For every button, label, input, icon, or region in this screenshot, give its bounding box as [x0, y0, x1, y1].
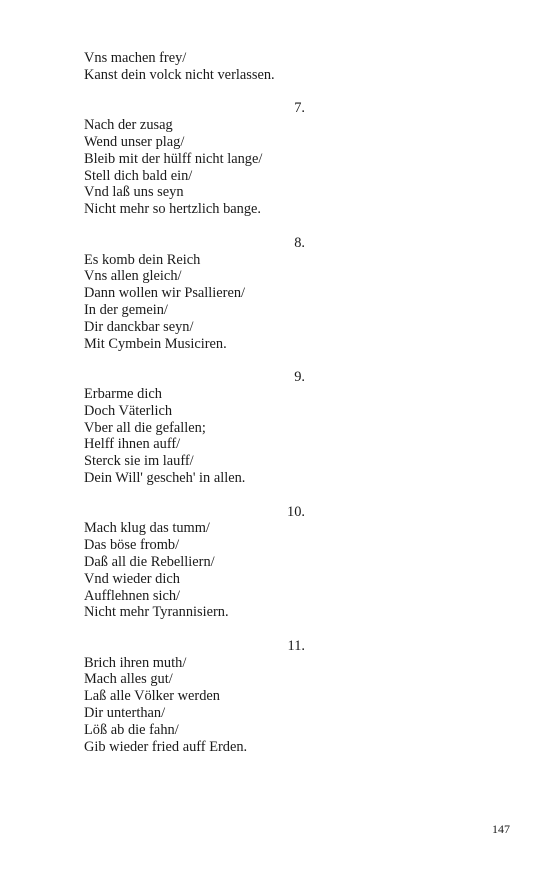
verse-line: Kanst dein volck nicht verlassen. [84, 66, 275, 83]
verse-line: Aufflehnen sich/ [84, 587, 181, 604]
verse-line: Stell dich bald ein/ [84, 167, 193, 184]
verse-line: Daß all die Rebelliern/ [84, 553, 215, 570]
verse-line: Vns allen gleich/ [84, 268, 182, 285]
verse-line: Mach klug das tumm/ [84, 520, 210, 537]
stanza [84, 655, 484, 756]
verse-line: Wend unser plag/ [84, 133, 185, 150]
verse-line: Bleib mit der hülff nicht lange/ [84, 150, 263, 167]
verse-line: Es komb dein Reich [84, 251, 201, 268]
verse-line: Vnd wieder dich [84, 570, 180, 587]
verse-line: Nach der zusag [84, 117, 173, 134]
stanza [84, 520, 484, 621]
verse-line: Gib wieder fried auff Erden. [84, 738, 248, 755]
poem-body [84, 50, 484, 755]
verse-line: Mit Cymbein Musiciren. [84, 335, 227, 352]
verse-line: Dein Will' gescheh' in allen. [84, 469, 246, 486]
stanza-number: 8. [294, 234, 305, 251]
verse-line: Erbarme dich [84, 385, 162, 402]
verse-line: Vnd laß uns seyn [84, 184, 184, 201]
verse-line: Laß alle Völker werden [84, 688, 220, 705]
stanza [84, 252, 484, 353]
verse-line: Nicht mehr Tyrannisiern. [84, 604, 229, 621]
verse-line: Helff ihnen auff/ [84, 436, 181, 453]
verse-line: Löß ab die fahn/ [84, 721, 179, 738]
verse-line: Sterck sie im lauff/ [84, 453, 194, 470]
opening-lines [84, 50, 484, 84]
verse-line: Das böse fromb/ [84, 537, 180, 554]
verse-line: Doch Väterlich [84, 402, 173, 419]
stanza-number: 7. [294, 100, 305, 117]
verse-line: Mach alles gut/ [84, 671, 173, 688]
stanza [84, 117, 484, 218]
verse-line: Vns machen frey/ [84, 50, 187, 66]
verse-line: Dir danckbar seyn/ [84, 318, 194, 335]
stanza-number: 11. [287, 637, 305, 654]
verse-line: Vber all die gefallen; [84, 419, 206, 436]
stanza [84, 386, 484, 487]
verse-line: In der gemein/ [84, 301, 168, 318]
verse-line: Dir unterthan/ [84, 705, 166, 722]
verse-line: Brich ihren muth/ [84, 654, 187, 671]
verse-line: Nicht mehr so hertzlich bange. [84, 201, 262, 218]
verse-line: Dann wollen wir Psallieren/ [84, 285, 246, 302]
stanza-number: 9. [294, 369, 305, 386]
stanza-number: 10. [287, 503, 305, 520]
page-number: 147 [492, 822, 510, 836]
